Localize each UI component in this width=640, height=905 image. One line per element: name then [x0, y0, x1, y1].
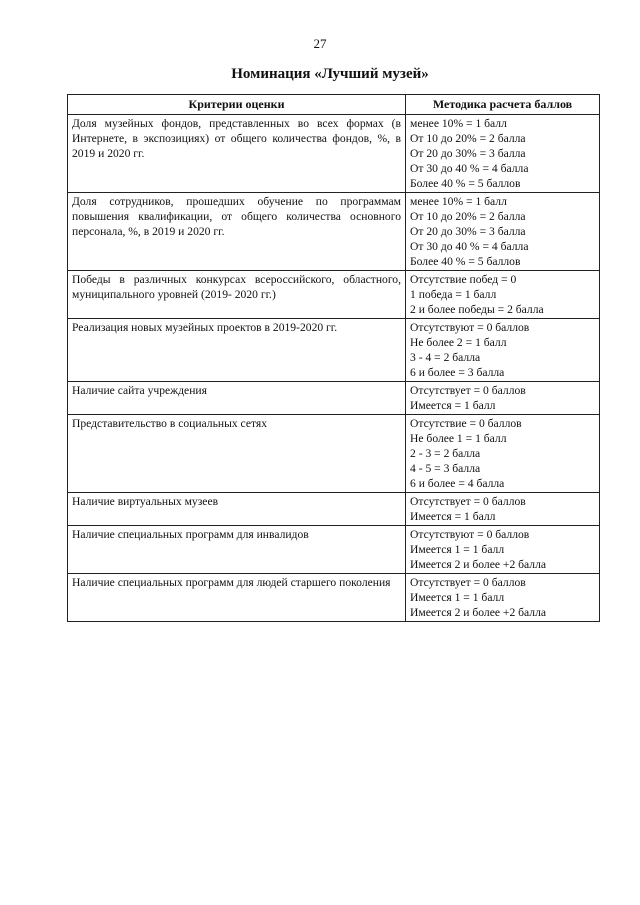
score-line: Не более 1 = 1 балл	[410, 432, 507, 445]
header-scoring-method: Методика расчета баллов	[406, 95, 600, 115]
criterion-cell: Наличие специальных программ для инвалидов	[68, 526, 406, 574]
scoring-cell	[406, 382, 600, 415]
scoring-cell	[406, 526, 600, 574]
score-line: Имеется 2 и более +2 балла	[410, 558, 547, 571]
score-line: Отсутствие побед = 0	[410, 273, 517, 286]
score-line: Имеется 1 = 1 балл	[410, 543, 505, 556]
scoring-cell	[406, 115, 600, 193]
header-criteria: Критерии оценки	[68, 95, 406, 115]
score-line: 1 победа = 1 балл	[410, 288, 497, 301]
score-line: 3 - 4 = 2 балла	[410, 351, 481, 364]
criterion-cell: Представительство в социальных сетях	[68, 415, 406, 493]
criterion-cell: Доля музейных фондов, представленных во всех формах (в Интернете, в экспозициях) от общего количества фондов, %, в 2019 и 2020 гг.	[68, 115, 406, 193]
table-row	[68, 526, 600, 574]
score-line: Отсутствуют = 0 баллов	[410, 321, 530, 334]
table-row	[68, 115, 600, 193]
score-line: Отсутствует = 0 баллов	[410, 495, 526, 508]
table-row	[68, 382, 600, 415]
score-line: Не более 2 = 1 балл	[410, 336, 507, 349]
criterion-cell: Победы в различных конкурсах всероссийского, областного, муниципального уровней (2019- 2020 гг.)	[68, 271, 406, 319]
scoring-cell	[406, 319, 600, 382]
table-row	[68, 319, 600, 382]
score-line: 4 - 5 = 3 балла	[410, 462, 481, 475]
score-line: Отсутствуют = 0 баллов	[410, 528, 530, 541]
score-line: 2 - 3 = 2 балла	[410, 447, 481, 460]
scoring-cell	[406, 415, 600, 493]
score-line: 6 и более = 4 балла	[410, 477, 505, 490]
table-header-row	[68, 95, 600, 115]
page-number: 27	[313, 36, 327, 51]
table-row	[68, 493, 600, 526]
table-row	[68, 415, 600, 493]
document-title: Номинация «Лучший музей»	[231, 66, 429, 82]
scoring-cell	[406, 271, 600, 319]
table-row	[68, 271, 600, 319]
score-line: Отсутствует = 0 баллов	[410, 384, 526, 397]
score-line: менее 10% = 1 балл	[410, 117, 507, 130]
scoring-cell	[406, 193, 600, 271]
criterion-cell: Наличие сайта учреждения	[68, 382, 406, 415]
table-body	[68, 115, 600, 622]
score-line: Имеется = 1 балл	[410, 510, 496, 523]
score-line: Имеется = 1 балл	[410, 399, 496, 412]
score-line: От 10 до 20% = 2 балла	[410, 210, 526, 223]
criterion-cell: Наличие виртуальных музеев	[68, 493, 406, 526]
table-row	[68, 574, 600, 622]
score-line: От 20 до 30% = 3 балла	[410, 225, 526, 238]
criterion-cell: Реализация новых музейных проектов в 2019-2020 гг.	[68, 319, 406, 382]
score-line: От 30 до 40 % = 4 балла	[410, 240, 529, 253]
score-line: Имеется 2 и более +2 балла	[410, 606, 547, 619]
score-line: Более 40 % = 5 баллов	[410, 177, 521, 190]
score-line: Отсутствует = 0 баллов	[410, 576, 526, 589]
score-line: Отсутствие = 0 баллов	[410, 417, 522, 430]
score-line: менее 10% = 1 балл	[410, 195, 507, 208]
criteria-table	[67, 94, 600, 622]
score-line: От 30 до 40 % = 4 балла	[410, 162, 529, 175]
score-line: 2 и более победы = 2 балла	[410, 303, 544, 316]
score-line: От 10 до 20% = 2 балла	[410, 132, 526, 145]
score-line: Более 40 % = 5 баллов	[410, 255, 521, 268]
criterion-cell: Доля сотрудников, прошедших обучение по программам повышения квалификации, от общего количества основного персонала, %, в 2019 и 2020 гг.	[68, 193, 406, 271]
criterion-cell: Наличие специальных программ для людей старшего поколения	[68, 574, 406, 622]
score-line: От 20 до 30% = 3 балла	[410, 147, 526, 160]
scoring-cell	[406, 574, 600, 622]
score-line: 6 и более = 3 балла	[410, 366, 505, 379]
scoring-cell	[406, 493, 600, 526]
score-line: Имеется 1 = 1 балл	[410, 591, 505, 604]
table-row	[68, 193, 600, 271]
